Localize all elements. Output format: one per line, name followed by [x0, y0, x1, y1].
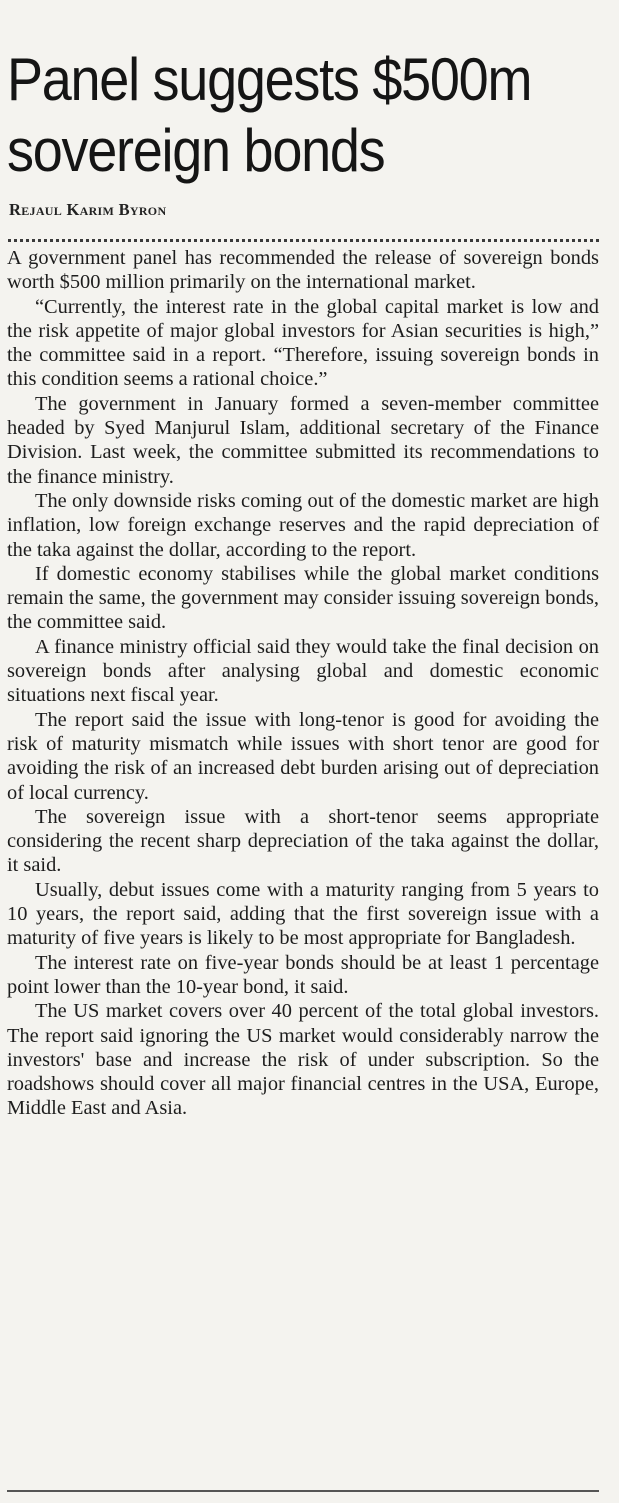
paragraph-9: Usually, debut issues come with a maturity ranging from 5 years to 10 years, the report said, adding that the first sovereign issue with a maturity of five years is likely to be most appropriate for Bangladesh. [7, 878, 599, 950]
dotted-divider [8, 239, 599, 242]
paragraph-4: The only downside risks coming out of the domestic market are high inflation, low foreign exchange reserves and the rapid depreciation of the taka against the dollar, according to the report. [7, 489, 599, 561]
paragraph-11: The US market covers over 40 percent of the total global investors. The report said ignoring the US market would considerably narrow the investors' base and increase the risk of under subscription. So the roadshows should cover all major financial centres in the USA, Europe, Middle East and Asia. [7, 1000, 599, 1120]
article-body [7, 246, 599, 1121]
paragraph-2: “Currently, the interest rate in the global capital market is low and the risk appetite of major global investors for Asian securities is high,” the committee said in a report. “Therefore, issuing sovereign bonds in this condition seems a rational choice.” [7, 295, 599, 391]
headline-line-2: sovereign bonds [7, 117, 385, 184]
paragraph-1: A government panel has recommended the release of sovereign bonds worth $500 million primarily on the international market. [7, 247, 599, 294]
paragraph-3: The government in January formed a seven-member committee headed by Syed Manjurul Islam, additional secretary of the Finance Division. Last week, the committee submitted its recommendations to the finance ministry. [7, 392, 599, 488]
paragraph-6: A finance ministry official said they would take the final decision on sovereign bonds after analysing global and domestic economic situations next fiscal year. [7, 635, 599, 707]
paragraph-8: The sovereign issue with a short-tenor seems appropriate considering the recent sharp depreciation of the taka against the dollar, it said. [7, 805, 599, 877]
paragraph-7: The report said the issue with long-tenor is good for avoiding the risk of maturity mismatch while issues with short tenor are good for avoiding the risk of an increased debt burden arising out of depreciation of local currency. [7, 708, 599, 804]
headline [7, 44, 540, 186]
paragraph-5: If domestic economy stabilises while the global market conditions remain the same, the government may consider issuing sovereign bonds, the committee said. [7, 562, 599, 634]
bottom-divider [7, 1490, 599, 1492]
byline: Rejaul Karim Byron [9, 200, 167, 219]
paragraph-10: The interest rate on five-year bonds should be at least 1 percentage point lower than the 10-year bond, it said. [7, 951, 599, 998]
headline-line-1: Panel suggests $500m [7, 46, 532, 113]
